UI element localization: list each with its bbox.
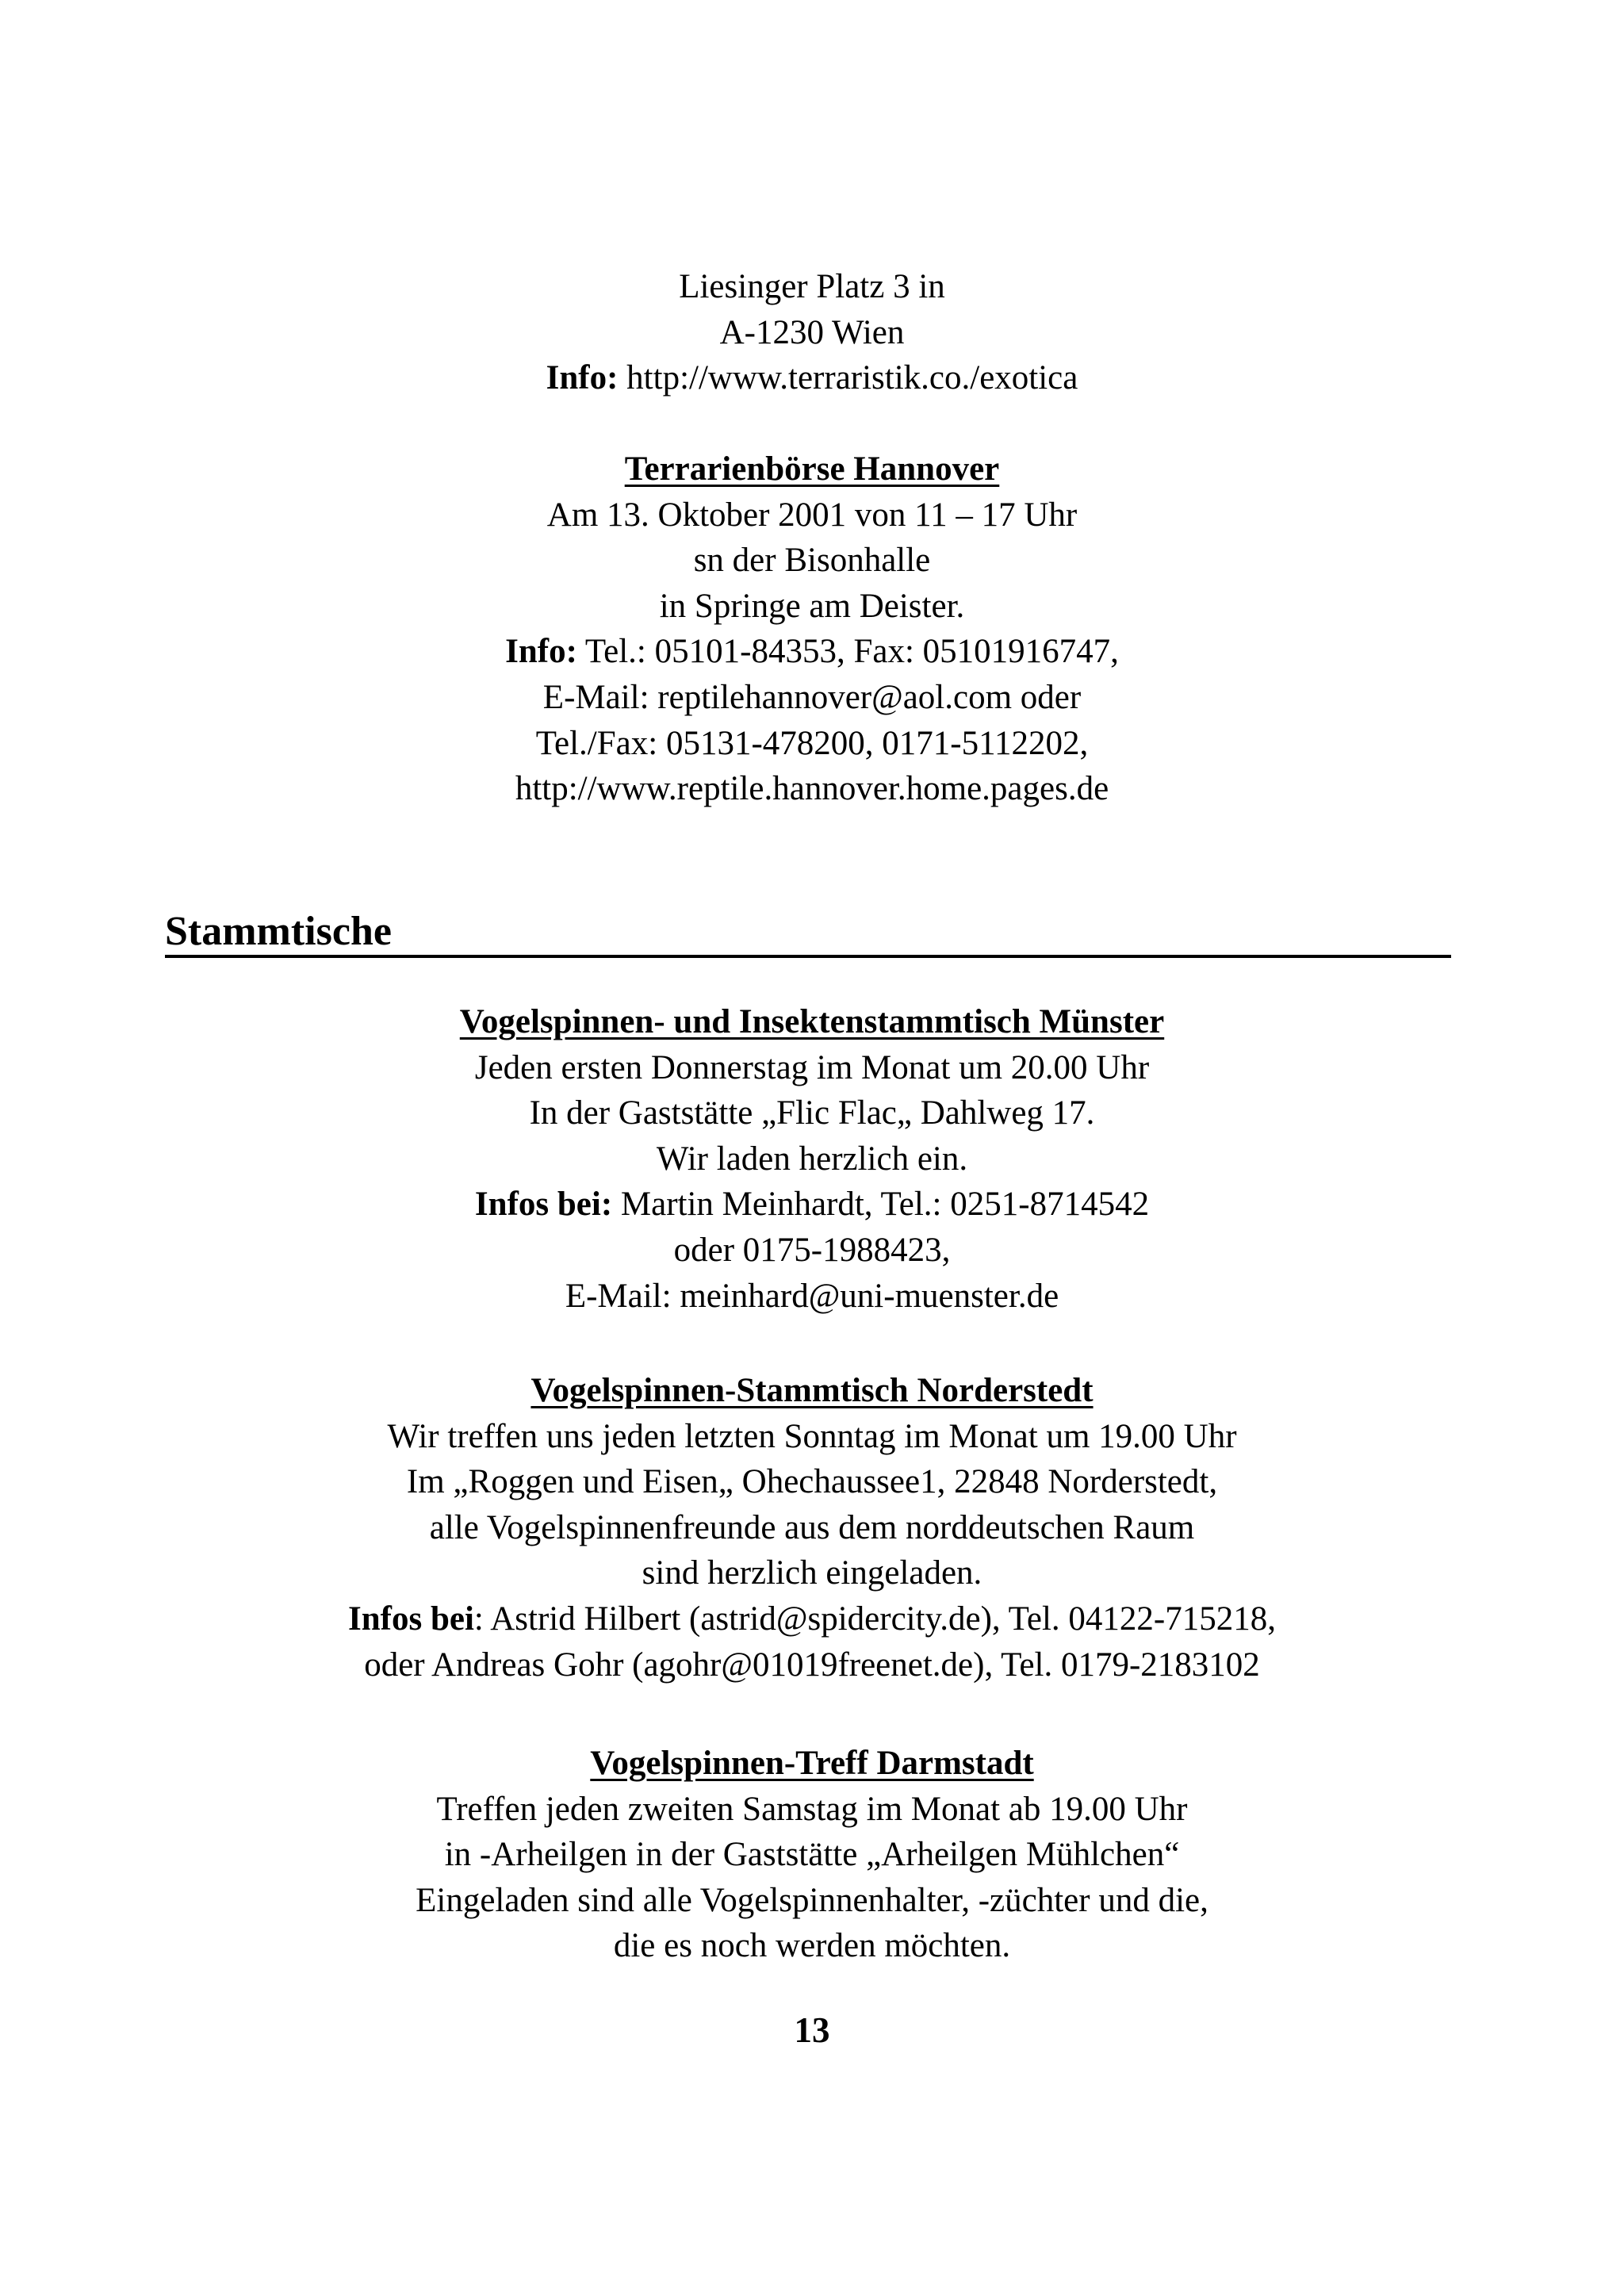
stammtisch-line: Wir laden herzlich ein.: [656, 1140, 968, 1178]
event-line: Am 13. Oktober 2001 von 11 – 17 Uhr: [546, 496, 1078, 534]
address-line: Liesinger Platz 3 in: [679, 268, 945, 305]
info-text: Tel.: 05101-84353, Fax: 05101916747,: [576, 633, 1119, 671]
event-line: sn der Bisonhalle: [693, 542, 931, 580]
event-info: [0, 629, 1624, 675]
stammtisch-darmstadt: [0, 1741, 1624, 1969]
stammtisch-line: sind herzlich eingeladen.: [642, 1554, 982, 1592]
event-terrarienboerse: [0, 446, 1624, 812]
info-label: Info:: [505, 633, 577, 671]
stammtisch-line: Eingeladen sind alle Vogelspinnenhalter, -züchter und die,: [416, 1881, 1208, 1919]
info-text: http://www.terraristik.co./exotica: [618, 359, 1078, 397]
stammtisch-line: alle Vogelspinnenfreunde aus dem norddeutschen Raum: [429, 1508, 1195, 1546]
stammtisch-title: Vogelspinnen- und Insektenstammtisch Münster: [459, 1003, 1165, 1040]
stammtisch-line: Jeden ersten Donnerstag im Monat um 20.00 Uhr: [474, 1048, 1150, 1086]
stammtisch-norderstedt: [0, 1368, 1624, 1688]
stammtisch-info: [0, 1182, 1624, 1228]
stammtisch-line: in -Arheilgen in der Gaststätte „Arheilgen Mühlchen“: [444, 1836, 1180, 1874]
event-line: http://www.reptile.hannover.home.pages.de: [515, 770, 1109, 808]
address-info: [0, 355, 1624, 401]
stammtisch-line: Treffen jeden zweiten Samstag im Monat ab 19.00 Uhr: [436, 1790, 1188, 1828]
stammtisch-line: die es noch werden möchten.: [613, 1927, 1011, 1965]
page-number: 13: [794, 2010, 830, 2050]
address-block: [0, 264, 1624, 401]
stammtisch-muenster: [0, 999, 1624, 1319]
event-line: in Springe am Deister.: [659, 587, 965, 625]
stammtisch-title: Vogelspinnen-Treff Darmstadt: [590, 1745, 1034, 1782]
address-city: A-1230 Wien: [719, 313, 905, 351]
info-label: Infos bei:: [474, 1186, 613, 1224]
info-label: Info:: [546, 359, 619, 397]
stammtisch-line: In der Gaststätte „Flic Flac„ Dahlweg 17.: [529, 1094, 1095, 1132]
event-line: Tel./Fax: 05131-478200, 0171-5112202,: [535, 724, 1089, 762]
stammtisch-info: [0, 1596, 1624, 1642]
stammtisch-line: Wir treffen uns jeden letzten Sonntag im Monat um 19.00 Uhr: [387, 1417, 1237, 1455]
stammtisch-line: oder Andreas Gohr (agohr@01019freenet.de), Tel. 0179-2183102: [364, 1646, 1260, 1684]
stammtisch-line: Im „Roggen und Eisen„ Ohechaussee1, 22848 Norderstedt,: [406, 1463, 1218, 1501]
section-rule: [165, 955, 1451, 958]
info-label: Infos bei: [348, 1600, 474, 1638]
info-text: : Astrid Hilbert (astrid@spidercity.de), Tel. 04122-715218,: [473, 1600, 1276, 1638]
stammtisch-line: oder 0175-1988423,: [673, 1231, 951, 1269]
event-title: Terrarienbörse Hannover: [624, 450, 1000, 488]
section-title: Stammtische: [165, 909, 392, 954]
stammtisch-title: Vogelspinnen-Stammtisch Norderstedt: [530, 1372, 1094, 1409]
stammtisch-line: E-Mail: meinhard@uni-muenster.de: [565, 1277, 1059, 1315]
info-text: Martin Meinhardt, Tel.: 0251-8714542: [612, 1186, 1150, 1224]
event-line: E-Mail: reptilehannover@aol.com oder: [542, 678, 1082, 716]
